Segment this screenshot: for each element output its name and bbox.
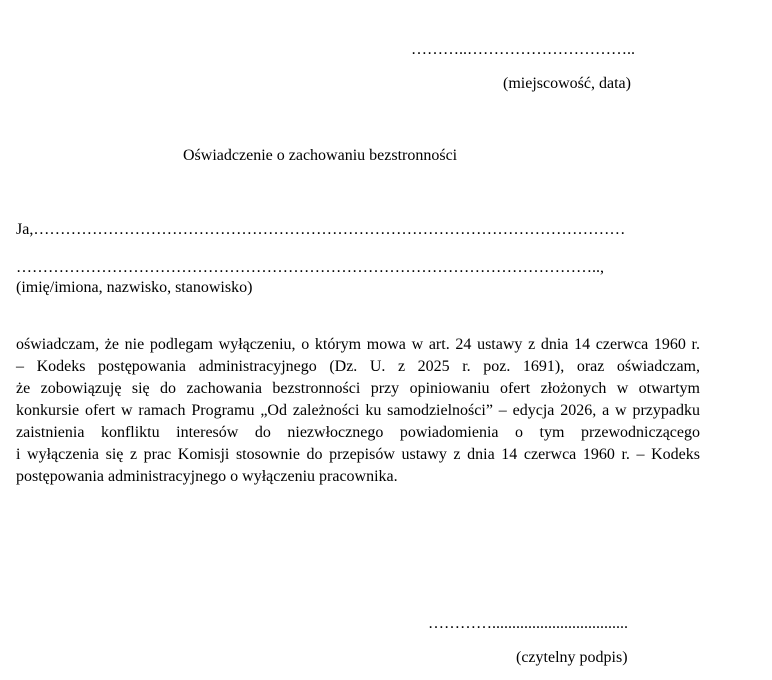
declaration-line: postępowania administracyjnego o wyłączeniu pracownika. xyxy=(16,468,398,485)
name-dotted-line-2: ……………………………………………………………………………………………….., xyxy=(16,259,604,276)
declaration-line: – Kodeks postępowania administracyjnego (Dz. U. z 2025 r. poz. 1691), oraz oświadczam, xyxy=(16,358,700,375)
name-dotted-line-1: Ja,………………………………………………………………………………………………… xyxy=(16,221,626,238)
signature-dotted-line: ………….................................. xyxy=(428,615,628,632)
declaration-line: że zobowiązuję się do zachowania bezstronności przy opiniowaniu ofert złożonych w otwartym xyxy=(16,380,700,397)
document-title: Oświadczenie o zachowaniu bezstronności xyxy=(183,147,458,164)
declaration-line: konkursie ofert w ramach Programu „Od zależności ku samodzielności” – edycja 2026, a w przypadku xyxy=(16,402,700,419)
declaration-line: i wyłączenia się z prac Komisji stosownie do przepisów ustawy z dnia 14 czerwca 1960 r. – Kodeks xyxy=(16,446,700,463)
place-date-dotted-line: ………..………………………….. xyxy=(411,41,635,58)
declaration-line: zaistnienia konfliktu interesów do niezwłocznego powiadomienia o tym przewodniczącego xyxy=(16,424,700,441)
place-date-caption: (miejscowość, data) xyxy=(503,75,631,92)
name-caption: (imię/imiona, nazwisko, stanowisko) xyxy=(16,279,253,296)
declaration-paragraph xyxy=(16,334,700,488)
signature-caption: (czytelny podpis) xyxy=(516,649,628,666)
declaration-line: oświadczam, że nie podlegam wyłączeniu, o którym mowa w art. 24 ustawy z dnia 14 czerwca 1960 r. xyxy=(16,336,700,353)
